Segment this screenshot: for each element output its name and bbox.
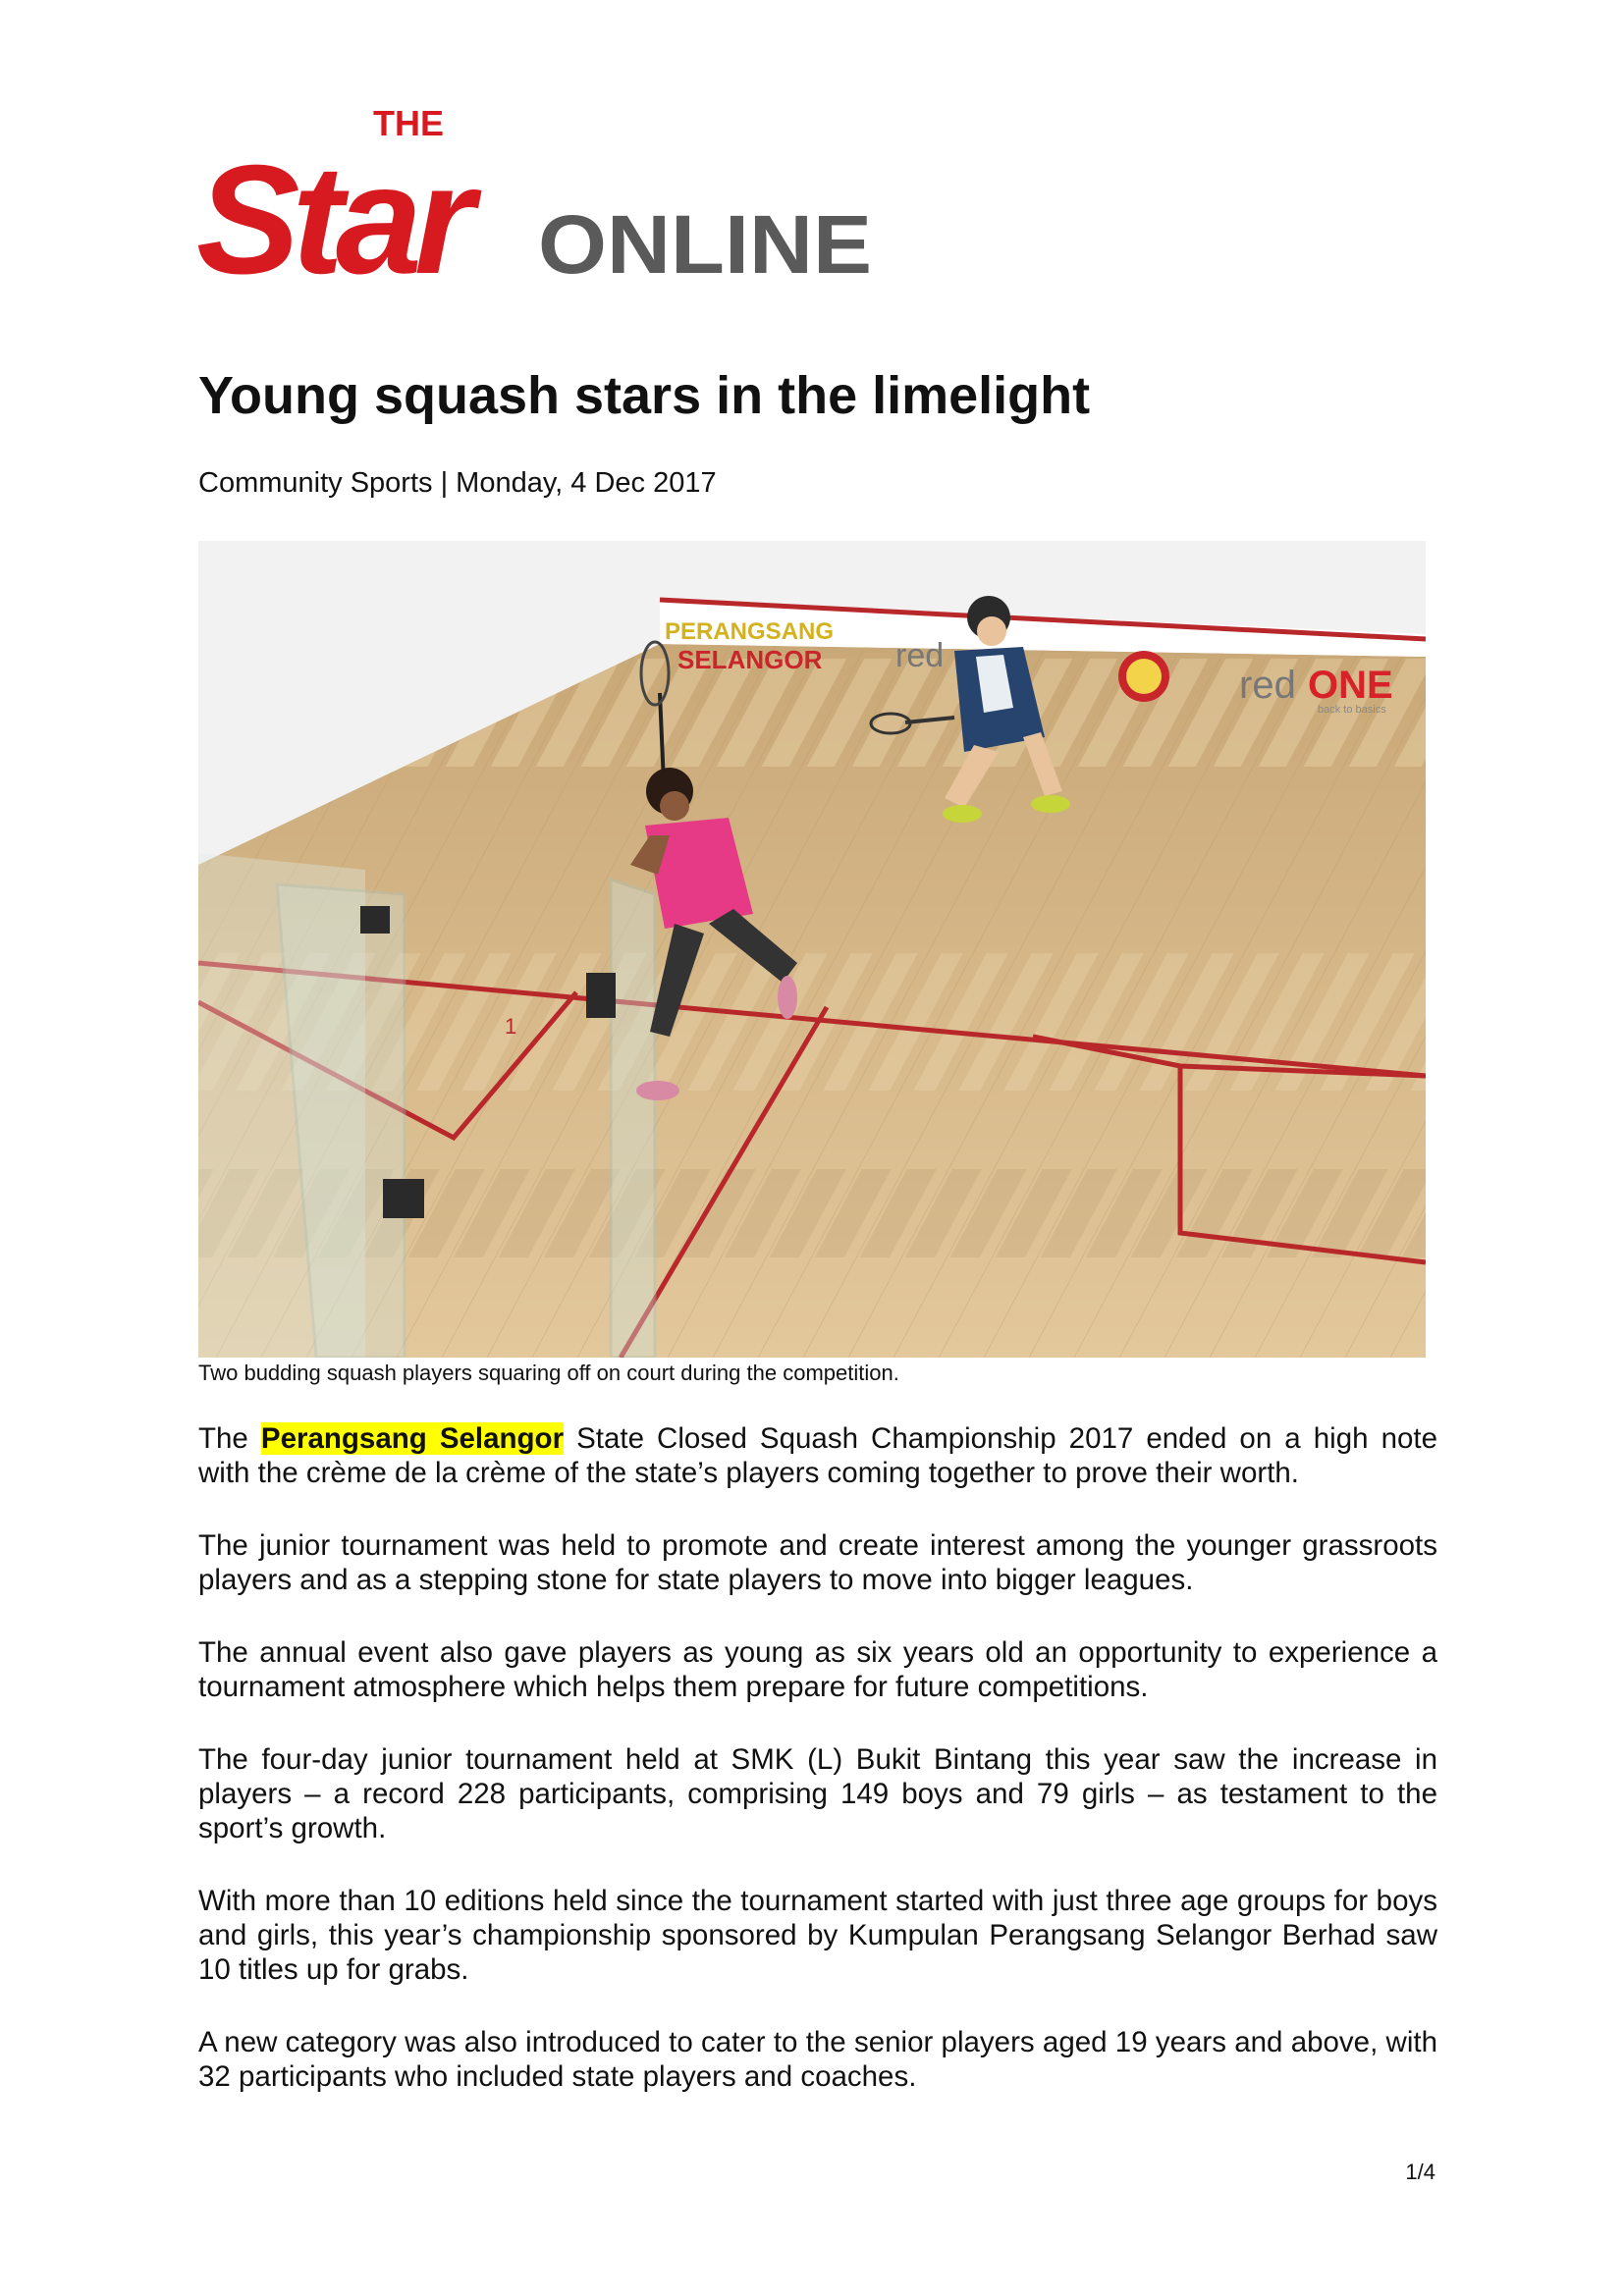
highlighted-term: Perangsang Selangor	[260, 1422, 565, 1455]
paragraph-1-lead: The	[198, 1422, 248, 1455]
paragraph-4: The four-day junior tournament held at SMK (L) Bukit Bintang this year saw the increase in players – a record 228 participants, comprising 149 boys and 79 girls – as testament to the sport’s growth.	[198, 1743, 1437, 1844]
photo-caption: Two budding squash players squaring off on court during the competition.	[198, 1361, 899, 1385]
paragraph-3: The annual event also gave players as young as six years old an opportunity to experience a tournament atmosphere which helps them prepare for future competitions.	[198, 1636, 1437, 1703]
banner-one: ONE	[1308, 664, 1393, 707]
banner-perangsang: PERANGSANG	[665, 618, 835, 645]
article-photo	[198, 541, 1426, 1358]
banner-tagline: back to basics	[1318, 704, 1386, 716]
paragraph-1	[198, 1421, 1437, 1490]
article-byline: Community Sports | Monday, 4 Dec 2017	[198, 467, 717, 499]
article-title: Young squash stars in the limelight	[198, 366, 1091, 425]
banner-red-2: red	[1239, 664, 1296, 707]
paragraph-5: With more than 10 editions held since the tournament started with just three age groups for boys and girls, this year’s championship sponsored by Kumpulan Perangsang Selangor Berhad saw 10 titles up for grabs.	[198, 1885, 1437, 1986]
banner-red-1: red	[895, 637, 945, 674]
logo-the: THE	[373, 103, 444, 143]
article-body	[198, 1421, 1437, 2132]
page-number: 1/4	[1405, 2160, 1435, 2184]
paragraph-2: The junior tournament was held to promote and create interest among the younger grassroots players and as a stepping stone for state players to move into bigger leagues.	[198, 1529, 1437, 1596]
banner-selangor: SELANGOR	[677, 645, 823, 674]
logo-star: Star	[196, 133, 467, 285]
squash-court-image	[198, 541, 1426, 1358]
paragraph-6: A new category was also introduced to cater to the senior players aged 19 years and above, with 32 participants who included state players and coaches.	[198, 2026, 1437, 2093]
logo-graphic	[196, 98, 874, 285]
court-number: 1	[505, 1014, 517, 1039]
the-star-online-logo[interactable]	[196, 98, 874, 285]
logo-online: ONLINE	[538, 198, 872, 285]
paragraph-1-rest: State Closed Squash Championship 2017 ended on a high note with the crème de la crème of the state’s players coming together to prove their worth.	[198, 1422, 1437, 1489]
